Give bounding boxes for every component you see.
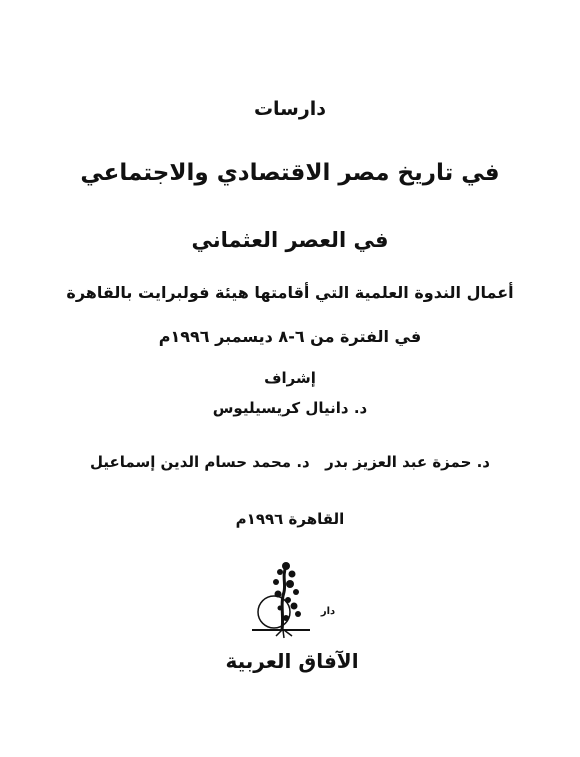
publisher-prefix: دار bbox=[320, 606, 336, 617]
supervision-label: إشراف bbox=[264, 369, 316, 387]
editor-name: د. محمد حسام الدين إسماعيل bbox=[90, 453, 310, 471]
main-title: في تاريخ مصر الاقتصادي والاجتماعي bbox=[80, 160, 500, 186]
series-title: دارسات bbox=[253, 98, 327, 120]
publisher-name: الآفاق العربية bbox=[225, 649, 359, 673]
proceedings-line: أعمال الندوة العلمية التي أقامتها هيئة فولبرايت بالقاهرة bbox=[66, 283, 514, 302]
period-line: في الفترة من ٦-٨ ديسمبر ١٩٩٦م bbox=[158, 327, 422, 346]
subtitle-era: في العصر العثماني bbox=[191, 228, 389, 252]
place-date: القاهرة ١٩٩٦م bbox=[235, 510, 345, 528]
supervisor-name: د. دانيال كريسيليوس bbox=[212, 399, 368, 417]
editor-name: د. حمزة عبد العزيز بدر bbox=[325, 453, 490, 471]
editors-row bbox=[90, 453, 490, 477]
publisher-logo bbox=[225, 556, 359, 678]
